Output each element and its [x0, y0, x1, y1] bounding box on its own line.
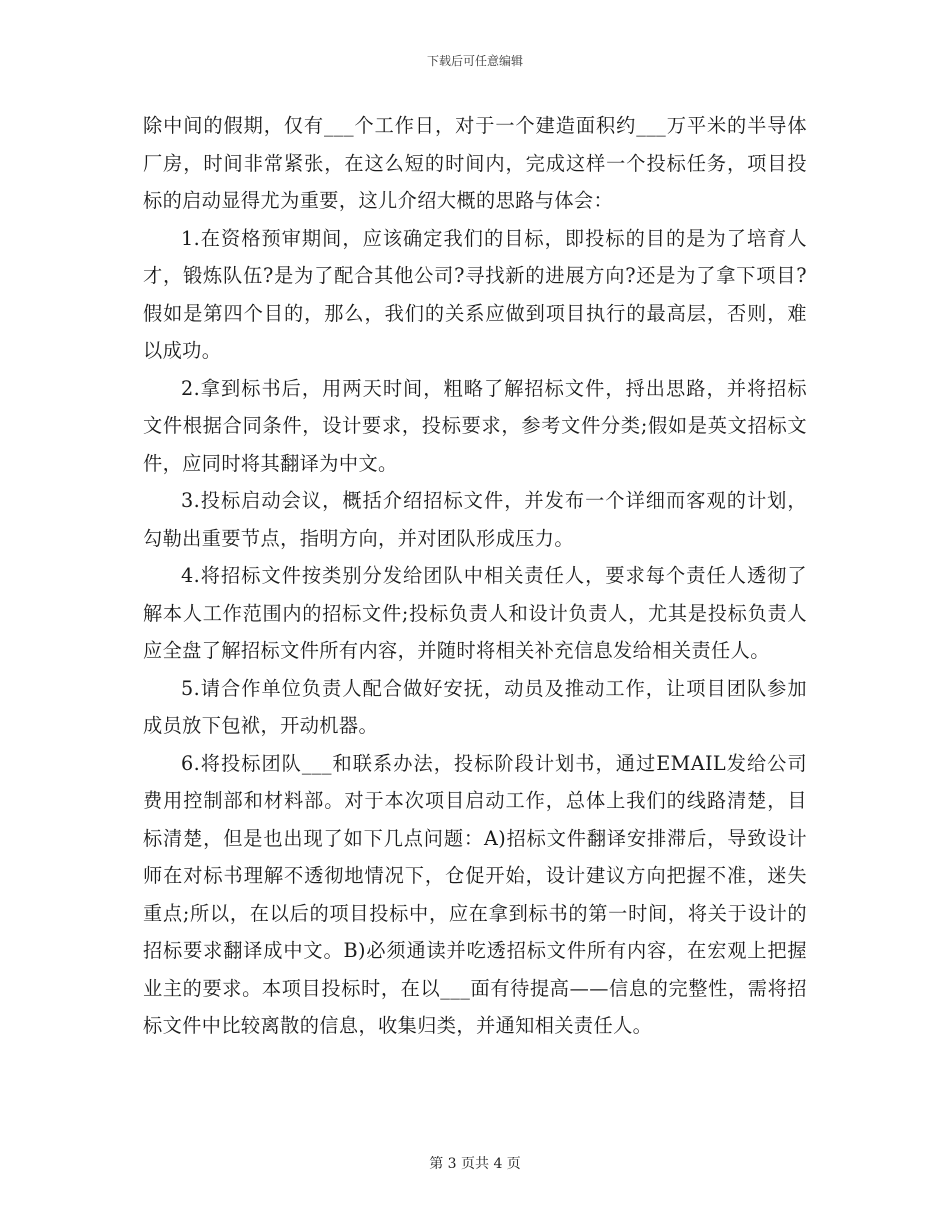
- paragraph-item-4: 4.将招标文件按类别分发给团队中相关责任人，要求每个责任人透彻了解本人工作范围内的招标文件;投标负责人和设计负责人，尤其是投标负责人应全盘了解招标文件所有内容，并随时将相关补充信息发给相关责任人。: [143, 564, 807, 662]
- paragraph-item-3: 3.投标启动会议，概括介绍招标文件，并发布一个详细而客观的计划，勾勒出重要节点，指明方向，并对团队形成压力。: [143, 489, 807, 550]
- paragraph-item-5: 5.请合作单位负责人配合做好安抚，动员及推动工作，让项目团队参加成员放下包袱，开动机器。: [143, 676, 807, 737]
- paragraph-item-1: 1.在资格预审期间，应该确定我们的目标，即投标的目的是为了培育人才，锻炼队伍?是为了配合其他公司?寻找新的进展方向?还是为了拿下项目?假如是第四个目的，那么，我们的关系应做到项目执行的最高层，否则，难以成功。: [143, 226, 807, 362]
- page-number: 第 3 页共 4 页: [429, 1156, 521, 1172]
- paragraph-item-2: 2.拿到标书后，用两天时间，粗略了解招标文件，捋出思路，并将招标文件根据合同条件，设计要求，投标要求，参考文件分类;假如是英文招标文件，应同时将其翻译为中文。: [143, 376, 807, 475]
- paragraph-item-6: 6.将投标团队___和联系办法，投标阶段计划书，通过EMAIL发给公司费用控制部和材料部。对于本次项目启动工作，总体上我们的线路清楚，目标清楚，但是也出现了如下几点问题：A)招标文件翻译安排滞后，导致设计师在对标书理解不透彻地情况下，仓促开始，设计建议方向把握不准，迷失重点;所以，在以后的项目投标中，应在拿到标书的第一时间，将关于设计的招标要求翻译成中文。B)必须通读并吃透招标文件所有内容，在宏观上把握业主的要求。本项目投标时，在以___面有待提高——信息的完整性，需将招标文件中比较离散的信息，收集归类，并通知相关责任人。: [143, 751, 807, 1037]
- document-body: [143, 107, 807, 1045]
- page-header: 下载后可任意编辑: [426, 54, 523, 68]
- paragraph-intro: 除中间的假期，仅有___个工作日，对于一个建造面积约___万平米的半导体厂房，时间非常紧张，在这么短的时间内，完成这样一个投标任务，项目投标的启动显得尤为重要，这儿介绍大概的思路与体会：: [143, 114, 807, 212]
